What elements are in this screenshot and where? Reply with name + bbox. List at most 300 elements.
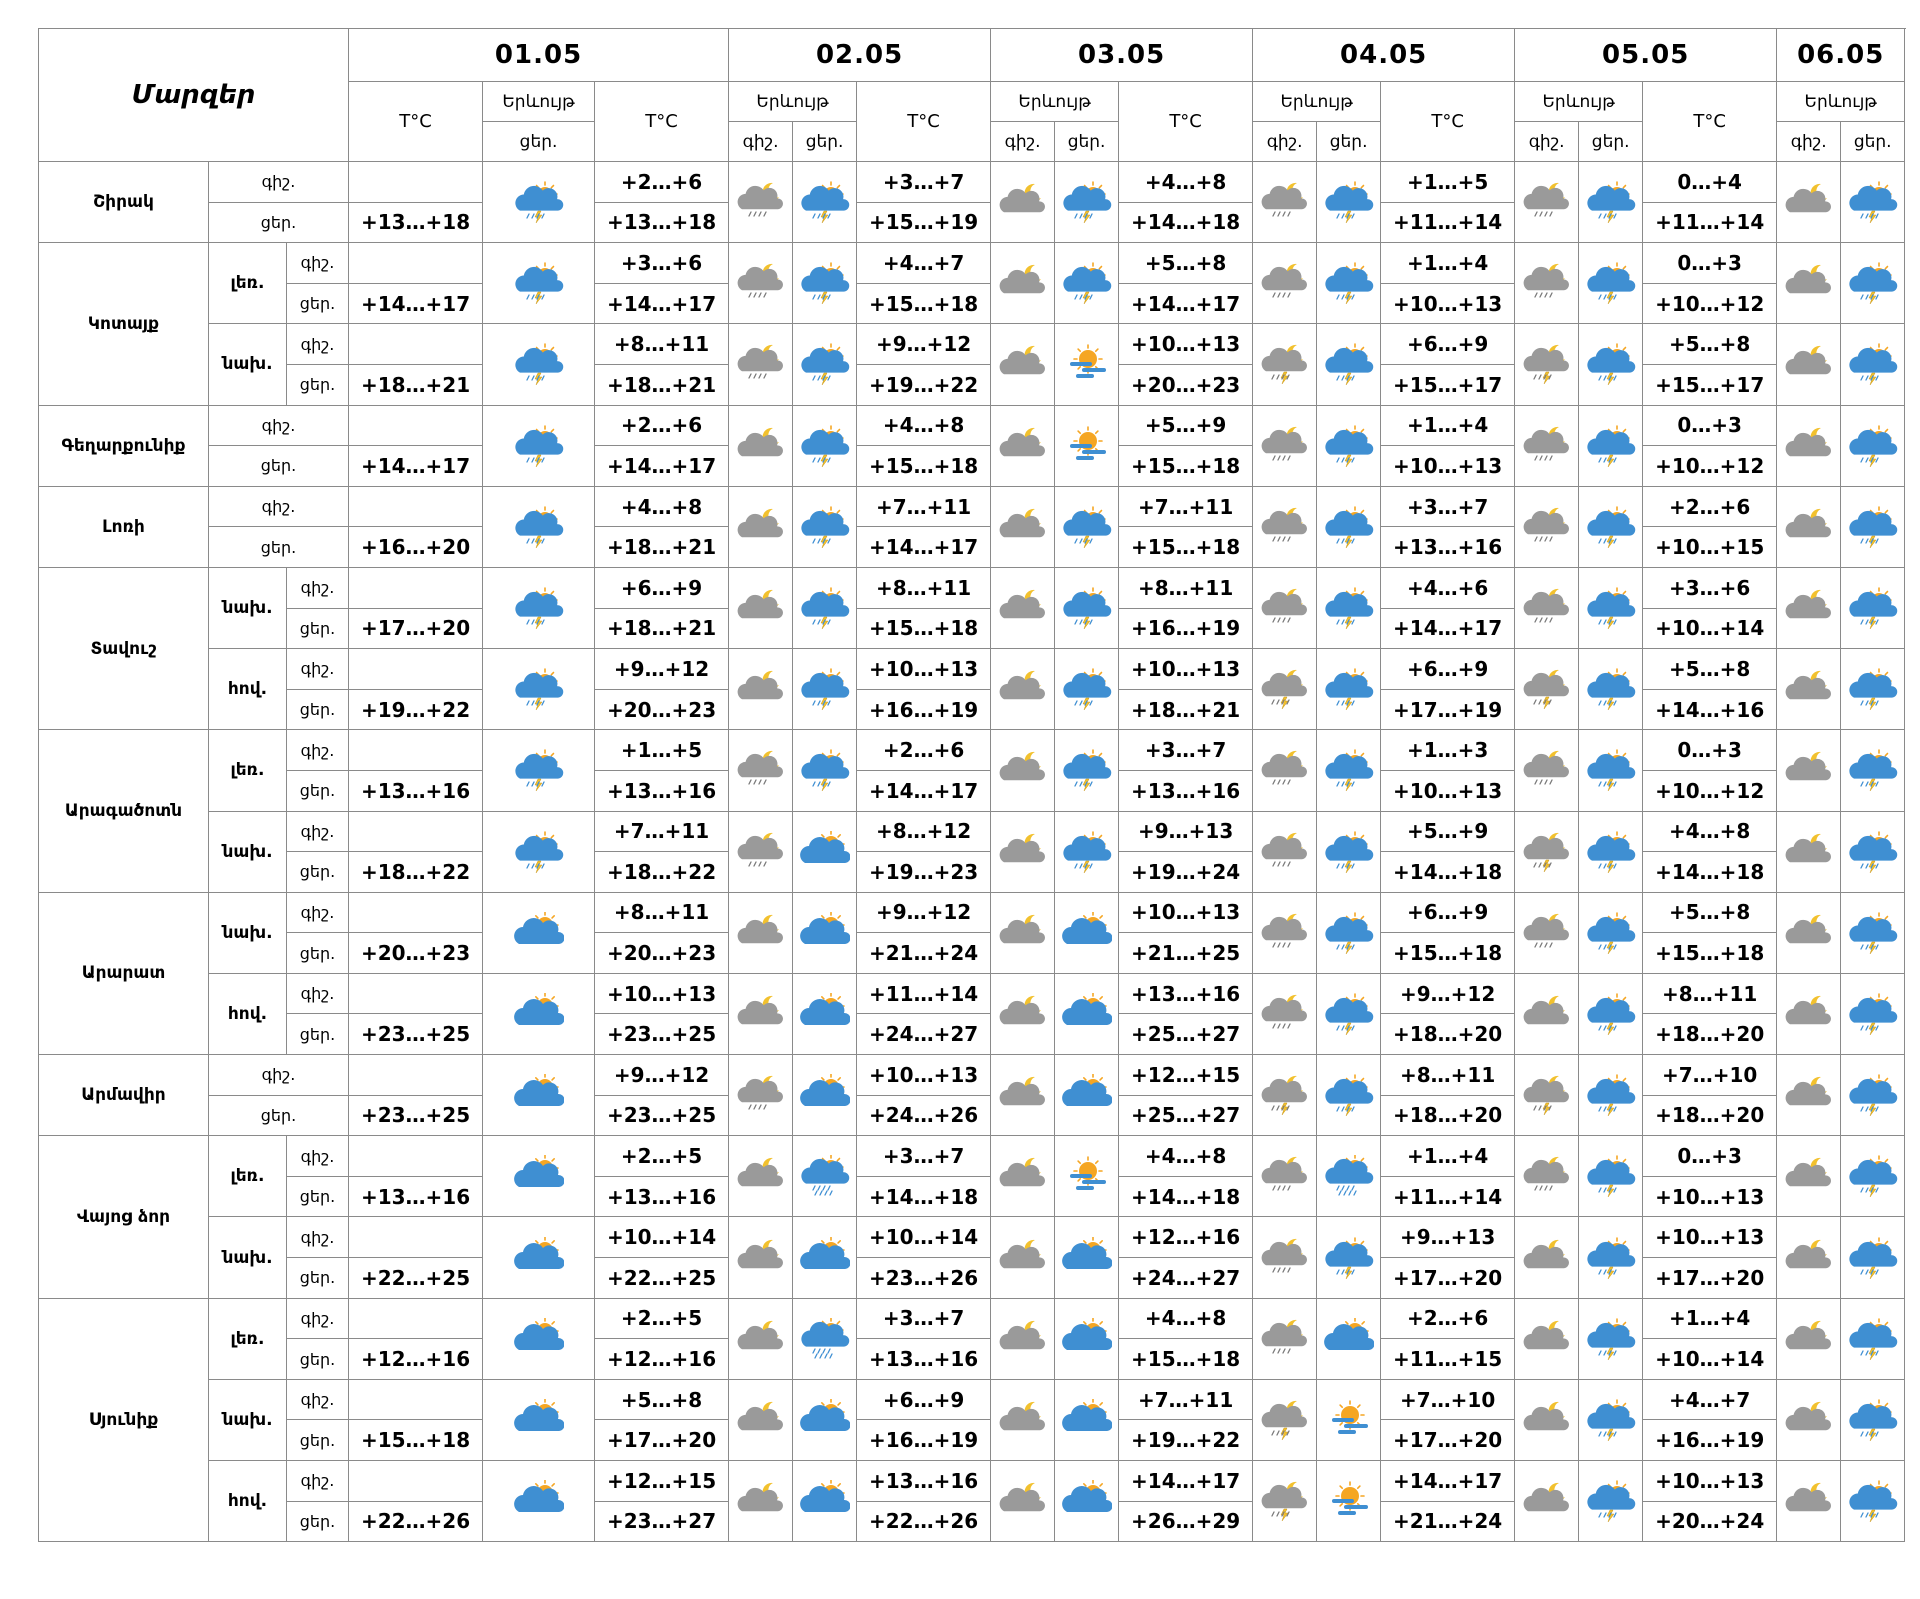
night-label: գիշ. (287, 1298, 349, 1339)
weather-sun-haze-icon (1317, 1461, 1381, 1542)
weather-cloud-sun-rain-icon (793, 1298, 857, 1379)
table-row (39, 892, 1905, 933)
weather-cloud-sun-thunder-icon (1841, 324, 1905, 405)
day-temp: +13…+16 (595, 770, 729, 811)
night-temp-empty (349, 649, 483, 690)
night-temp-empty (349, 1379, 483, 1420)
night-temp: +9…+13 (1381, 1217, 1515, 1258)
weather-cloud-moon-rain-icon (1515, 162, 1579, 243)
weather-cloud-moon-thunder-icon (1515, 649, 1579, 730)
night-temp: +3…+6 (595, 243, 729, 284)
day-temp: +14…+17 (595, 283, 729, 324)
weather-cloud-moon-rain-icon (1515, 567, 1579, 648)
night-temp: +2…+6 (1643, 486, 1777, 527)
night-header: գիշ. (1253, 122, 1317, 162)
weather-cloud-moon-icon (1777, 730, 1841, 811)
night-temp: +2…+5 (595, 1298, 729, 1339)
weather-cloud-sun-thunder-icon (1579, 486, 1643, 567)
table-row (39, 730, 1905, 771)
weather-cloud-sun-icon (1055, 973, 1119, 1054)
day-header: ցեր. (793, 122, 857, 162)
weather-cloud-moon-icon (1515, 1461, 1579, 1542)
weather-cloud-sun-thunder-icon (483, 811, 595, 892)
day-temp: +10…+13 (1643, 1176, 1777, 1217)
night-temp: +1…+4 (1381, 1136, 1515, 1177)
weather-cloud-moon-thunder-icon (1253, 324, 1317, 405)
day-temp: +17…+20 (1381, 1420, 1515, 1461)
night-temp: +7…+10 (1381, 1379, 1515, 1420)
weather-cloud-sun-icon (1055, 892, 1119, 973)
day-temp: +23…+25 (349, 1014, 483, 1055)
night-temp: +12…+15 (595, 1461, 729, 1502)
weather-cloud-moon-icon (729, 1461, 793, 1542)
night-label: գիշ. (209, 405, 349, 446)
night-temp-empty (349, 892, 483, 933)
day-temp: +11…+14 (1381, 1176, 1515, 1217)
night-temp-empty (349, 1136, 483, 1177)
day-temp: +16…+20 (349, 527, 483, 568)
night-temp: +1…+3 (1381, 730, 1515, 771)
weather-cloud-sun-thunder-icon (793, 649, 857, 730)
day-label: ցեր. (287, 1420, 349, 1461)
weather-cloud-moon-rain-icon (1253, 1217, 1317, 1298)
night-temp: +2…+6 (595, 162, 729, 203)
table-row (39, 973, 1905, 1014)
temp-header: T°C (349, 82, 483, 162)
day-temp: +24…+27 (857, 1014, 991, 1055)
weather-cloud-moon-rain-icon (1253, 811, 1317, 892)
weather-cloud-moon-icon (991, 973, 1055, 1054)
weather-cloud-moon-rain-icon (1253, 162, 1317, 243)
night-label: գիշ. (287, 1136, 349, 1177)
weather-cloud-moon-icon (1515, 1298, 1579, 1379)
weather-cloud-sun-thunder-icon (483, 649, 595, 730)
night-temp: +3…+6 (1643, 567, 1777, 608)
night-temp: +5…+8 (1119, 243, 1253, 284)
day-temp: +22…+26 (349, 1501, 483, 1542)
day-temp: +10…+14 (1643, 1339, 1777, 1380)
night-temp-empty (349, 1461, 483, 1502)
weather-cloud-sun-icon (1055, 1461, 1119, 1542)
table-row (39, 486, 1905, 527)
day-temp: +17…+20 (1381, 1258, 1515, 1299)
day-temp: +14…+17 (857, 770, 991, 811)
day-label: ցեր. (209, 202, 349, 243)
weather-cloud-moon-icon (991, 1379, 1055, 1460)
night-temp: +9…+12 (1381, 973, 1515, 1014)
night-temp: 0…+3 (1643, 1136, 1777, 1177)
region-name: Գեղարքունիք (39, 405, 209, 486)
day-temp: +21…+25 (1119, 933, 1253, 974)
zone-name: լեռ. (209, 243, 287, 324)
night-temp: +10…+13 (1643, 1217, 1777, 1258)
weather-cloud-sun-thunder-icon (1841, 243, 1905, 324)
table-row (39, 324, 1905, 365)
weather-cloud-sun-icon (793, 1461, 857, 1542)
night-temp: +2…+5 (595, 1136, 729, 1177)
night-temp: +3…+7 (1119, 730, 1253, 771)
weather-cloud-moon-rain-icon (1253, 567, 1317, 648)
region-name: Կոտայք (39, 243, 209, 405)
day-label: ցեր. (287, 933, 349, 974)
night-temp: +8…+11 (1119, 567, 1253, 608)
night-header: գիշ. (1515, 122, 1579, 162)
weather-cloud-moon-icon (991, 486, 1055, 567)
night-temp: +5…+9 (1381, 811, 1515, 852)
day-temp: +15…+18 (349, 1420, 483, 1461)
night-temp-empty (349, 973, 483, 1014)
night-temp: +10…+13 (1119, 892, 1253, 933)
weather-cloud-moon-thunder-icon (1253, 1379, 1317, 1460)
region-name: Արմավիր (39, 1055, 209, 1136)
day-temp: +21…+24 (1381, 1501, 1515, 1542)
temp-header: T°C (1643, 82, 1777, 162)
weather-cloud-sun-thunder-icon (1055, 567, 1119, 648)
weather-cloud-sun-rain-icon (793, 1136, 857, 1217)
day-temp: +23…+26 (857, 1258, 991, 1299)
weather-cloud-moon-icon (1777, 1055, 1841, 1136)
night-temp: +14…+17 (1381, 1461, 1515, 1502)
night-temp-empty (349, 324, 483, 365)
weather-sun-haze-icon (1055, 324, 1119, 405)
day-temp: +17…+20 (595, 1420, 729, 1461)
night-temp: +8…+11 (857, 567, 991, 608)
night-temp: +10…+13 (857, 1055, 991, 1096)
temp-header: T°C (1119, 82, 1253, 162)
weather-cloud-sun-thunder-icon (1317, 892, 1381, 973)
weather-cloud-sun-thunder-icon (1841, 405, 1905, 486)
night-header: գիշ. (729, 122, 793, 162)
day-temp: +15…+18 (1643, 933, 1777, 974)
weather-cloud-sun-icon (483, 1055, 595, 1136)
weather-cloud-sun-thunder-icon (1579, 1461, 1643, 1542)
day-header: ցեր. (1841, 122, 1905, 162)
weather-cloud-sun-icon (1055, 1217, 1119, 1298)
day-temp: +19…+22 (1119, 1420, 1253, 1461)
table-row (39, 405, 1905, 446)
phenomenon-header: Երևույթ (1777, 82, 1905, 122)
day-temp: +14…+16 (1643, 689, 1777, 730)
weather-cloud-moon-rain-icon (1253, 243, 1317, 324)
day-temp: +17…+19 (1381, 689, 1515, 730)
day-temp: +18…+21 (1119, 689, 1253, 730)
date-header: 03.05 (991, 29, 1253, 82)
weather-cloud-moon-icon (1777, 649, 1841, 730)
night-temp: +12…+16 (1119, 1217, 1253, 1258)
weather-cloud-sun-thunder-icon (1579, 1217, 1643, 1298)
weather-cloud-moon-thunder-icon (1515, 811, 1579, 892)
weather-cloud-sun-thunder-icon (1841, 892, 1905, 973)
day-temp: +18…+21 (595, 608, 729, 649)
weather-cloud-sun-thunder-icon (1579, 811, 1643, 892)
night-temp: +9…+12 (595, 1055, 729, 1096)
forecast-table (38, 28, 1905, 1542)
night-temp-empty (349, 162, 483, 203)
day-label: ցեր. (287, 1501, 349, 1542)
region-name: Լոռի (39, 486, 209, 567)
table-row (39, 1298, 1905, 1339)
weather-cloud-sun-thunder-icon (1841, 1055, 1905, 1136)
weather-cloud-sun-thunder-icon (1317, 811, 1381, 892)
night-temp: +10…+13 (1643, 1461, 1777, 1502)
weather-cloud-sun-icon (793, 973, 857, 1054)
day-temp: +20…+23 (595, 933, 729, 974)
night-temp-empty (349, 730, 483, 771)
weather-cloud-sun-thunder-icon (1841, 973, 1905, 1054)
day-temp: +25…+27 (1119, 1095, 1253, 1136)
day-temp: +10…+13 (1381, 283, 1515, 324)
table-row (39, 649, 1905, 690)
night-label: գիշ. (287, 1217, 349, 1258)
day-temp: +20…+23 (1119, 364, 1253, 405)
weather-cloud-sun-thunder-icon (1055, 811, 1119, 892)
weather-cloud-sun-thunder-icon (1579, 243, 1643, 324)
night-temp: +7…+11 (1119, 486, 1253, 527)
region-name: Շիրակ (39, 162, 209, 243)
phenomenon-header: Երևույթ (483, 82, 595, 122)
weather-cloud-sun-thunder-icon (793, 162, 857, 243)
zone-name: հով. (209, 1461, 287, 1542)
weather-cloud-sun-thunder-icon (483, 567, 595, 648)
day-temp: +18…+20 (1643, 1014, 1777, 1055)
day-temp: +25…+27 (1119, 1014, 1253, 1055)
weather-cloud-moon-icon (1777, 1379, 1841, 1460)
weather-cloud-moon-rain-icon (729, 324, 793, 405)
weather-cloud-sun-thunder-icon (483, 324, 595, 405)
weather-cloud-moon-icon (991, 811, 1055, 892)
weather-cloud-moon-icon (729, 973, 793, 1054)
day-temp: +15…+18 (1381, 933, 1515, 974)
day-temp: +15…+17 (1643, 364, 1777, 405)
date-header: 06.05 (1777, 29, 1905, 82)
night-temp-empty (349, 243, 483, 284)
night-temp: 0…+3 (1643, 405, 1777, 446)
zone-name: հով. (209, 649, 287, 730)
weather-sun-haze-icon (1317, 1379, 1381, 1460)
weather-cloud-moon-icon (991, 1217, 1055, 1298)
night-label: գիշ. (209, 486, 349, 527)
weather-cloud-sun-thunder-icon (1317, 567, 1381, 648)
weather-cloud-sun-thunder-icon (793, 486, 857, 567)
day-temp: +18…+22 (349, 852, 483, 893)
night-temp: +14…+17 (1119, 1461, 1253, 1502)
day-label: ցեր. (287, 1339, 349, 1380)
weather-cloud-moon-icon (1777, 1298, 1841, 1379)
weather-cloud-moon-icon (729, 1298, 793, 1379)
weather-cloud-sun-thunder-icon (1317, 405, 1381, 486)
table-row (39, 1217, 1905, 1258)
weather-cloud-moon-icon (1777, 162, 1841, 243)
day-temp: +18…+20 (1643, 1095, 1777, 1136)
weather-cloud-sun-icon (1055, 1055, 1119, 1136)
night-label: գիշ. (287, 649, 349, 690)
weather-cloud-moon-icon (729, 567, 793, 648)
night-temp: +9…+12 (857, 892, 991, 933)
night-temp: +3…+7 (857, 1298, 991, 1339)
weather-cloud-sun-thunder-icon (1579, 730, 1643, 811)
weather-cloud-sun-icon (483, 1298, 595, 1379)
weather-cloud-moon-icon (729, 405, 793, 486)
zone-name: նախ. (209, 892, 287, 973)
weather-cloud-sun-thunder-icon (1841, 1379, 1905, 1460)
night-temp: +9…+13 (1119, 811, 1253, 852)
weather-cloud-moon-rain-icon (1253, 486, 1317, 567)
day-label: ցեր. (287, 770, 349, 811)
night-temp: +9…+12 (595, 649, 729, 690)
day-temp: +13…+16 (349, 1176, 483, 1217)
weather-cloud-moon-icon (729, 892, 793, 973)
night-temp-empty (349, 567, 483, 608)
weather-cloud-moon-icon (991, 567, 1055, 648)
day-temp: +10…+14 (1643, 608, 1777, 649)
day-temp: +14…+17 (1119, 283, 1253, 324)
weather-cloud-sun-thunder-icon (1841, 486, 1905, 567)
weather-cloud-moon-icon (1777, 405, 1841, 486)
day-temp: +18…+20 (1381, 1014, 1515, 1055)
day-temp: +14…+17 (349, 283, 483, 324)
weather-cloud-sun-thunder-icon (1317, 973, 1381, 1054)
weather-cloud-sun-thunder-icon (1579, 1136, 1643, 1217)
day-temp: +23…+25 (595, 1095, 729, 1136)
day-label: ցեր. (287, 608, 349, 649)
weather-cloud-moon-icon (1515, 973, 1579, 1054)
night-label: գիշ. (209, 1055, 349, 1096)
day-label: ցեր. (287, 689, 349, 730)
weather-cloud-sun-thunder-icon (1841, 649, 1905, 730)
weather-cloud-moon-icon (991, 243, 1055, 324)
weather-cloud-sun-icon (1055, 1298, 1119, 1379)
weather-cloud-moon-thunder-icon (1253, 1055, 1317, 1136)
date-header: 05.05 (1515, 29, 1777, 82)
weather-cloud-sun-icon (483, 892, 595, 973)
weather-cloud-moon-icon (1777, 1461, 1841, 1542)
weather-cloud-sun-thunder-icon (793, 567, 857, 648)
weather-cloud-sun-icon (483, 973, 595, 1054)
night-temp-empty (349, 811, 483, 852)
weather-cloud-moon-icon (991, 1136, 1055, 1217)
night-temp: +2…+6 (1381, 1298, 1515, 1339)
zone-name: հով. (209, 973, 287, 1054)
weather-cloud-moon-rain-icon (729, 1055, 793, 1136)
night-temp: +4…+8 (1119, 162, 1253, 203)
night-temp: +1…+4 (1643, 1298, 1777, 1339)
phenomenon-header: Երևույթ (729, 82, 857, 122)
day-temp: +15…+19 (857, 202, 991, 243)
weather-cloud-moon-icon (991, 730, 1055, 811)
night-temp: +6…+9 (1381, 324, 1515, 365)
weather-cloud-sun-thunder-icon (793, 324, 857, 405)
weather-cloud-sun-thunder-icon (1579, 1055, 1643, 1136)
weather-cloud-moon-rain-icon (1515, 243, 1579, 324)
weather-cloud-moon-icon (991, 162, 1055, 243)
region-name: Վայոց ձոր (39, 1136, 209, 1298)
night-header: գիշ. (991, 122, 1055, 162)
weather-cloud-sun-thunder-icon (1579, 649, 1643, 730)
night-temp: +4…+6 (1381, 567, 1515, 608)
day-temp: +22…+25 (595, 1258, 729, 1299)
zone-name: լեռ. (209, 730, 287, 811)
weather-cloud-sun-icon (1317, 1298, 1381, 1379)
weather-cloud-sun-thunder-icon (1055, 243, 1119, 324)
weather-cloud-moon-icon (1777, 1217, 1841, 1298)
day-temp: +13…+18 (595, 202, 729, 243)
night-label: գիշ. (287, 243, 349, 284)
day-temp: +22…+26 (857, 1501, 991, 1542)
weather-cloud-moon-thunder-icon (1253, 1461, 1317, 1542)
day-temp: +18…+22 (595, 852, 729, 893)
table-row (39, 1055, 1905, 1096)
weather-cloud-sun-thunder-icon (1055, 649, 1119, 730)
night-temp: +1…+4 (1381, 243, 1515, 284)
weather-cloud-sun-thunder-icon (1841, 1136, 1905, 1217)
weather-cloud-moon-rain-icon (1253, 892, 1317, 973)
day-temp: +26…+29 (1119, 1501, 1253, 1542)
weather-cloud-sun-icon (793, 1379, 857, 1460)
day-header: ցեր. (1579, 122, 1643, 162)
night-temp-empty (349, 1298, 483, 1339)
night-label: գիշ. (287, 892, 349, 933)
night-temp-empty (349, 405, 483, 446)
night-temp: +10…+14 (857, 1217, 991, 1258)
weather-cloud-moon-icon (729, 1136, 793, 1217)
day-temp: +17…+20 (1643, 1258, 1777, 1299)
weather-cloud-moon-icon (991, 405, 1055, 486)
regions-header: Մարզեր (39, 29, 349, 162)
weather-cloud-sun-thunder-icon (1055, 486, 1119, 567)
night-temp: +10…+13 (857, 649, 991, 690)
day-temp: +19…+22 (349, 689, 483, 730)
day-temp: +11…+15 (1381, 1339, 1515, 1380)
night-label: գիշ. (287, 730, 349, 771)
day-label: ցեր. (287, 1014, 349, 1055)
night-temp: +6…+9 (857, 1379, 991, 1420)
night-temp: +7…+11 (595, 811, 729, 852)
night-temp: +8…+11 (595, 324, 729, 365)
weather-cloud-moon-icon (729, 486, 793, 567)
night-temp: +8…+11 (1381, 1055, 1515, 1096)
weather-cloud-moon-icon (991, 1461, 1055, 1542)
night-temp: +2…+6 (857, 730, 991, 771)
weather-cloud-moon-icon (729, 1379, 793, 1460)
day-temp: +20…+23 (349, 933, 483, 974)
night-temp: +4…+8 (1643, 811, 1777, 852)
night-temp: +10…+14 (595, 1217, 729, 1258)
day-temp: +13…+16 (1119, 770, 1253, 811)
night-temp: +7…+11 (1119, 1379, 1253, 1420)
night-label: գիշ. (287, 1379, 349, 1420)
weather-cloud-sun-thunder-icon (1579, 1379, 1643, 1460)
night-temp: +3…+7 (857, 1136, 991, 1177)
weather-cloud-moon-rain-icon (1253, 730, 1317, 811)
weather-cloud-sun-thunder-icon (1579, 892, 1643, 973)
region-name: Տավուշ (39, 567, 209, 729)
day-temp: +24…+27 (1119, 1258, 1253, 1299)
day-temp: +15…+18 (1119, 527, 1253, 568)
weather-cloud-sun-thunder-icon (1317, 486, 1381, 567)
weather-cloud-sun-thunder-icon (1317, 162, 1381, 243)
night-temp: +7…+10 (1643, 1055, 1777, 1096)
day-temp: +13…+16 (1381, 527, 1515, 568)
temp-header: T°C (1381, 82, 1515, 162)
night-temp: +5…+8 (1643, 649, 1777, 690)
weather-cloud-moon-icon (1777, 567, 1841, 648)
weather-cloud-sun-rain-icon (1317, 1136, 1381, 1217)
table-row (39, 162, 1905, 203)
weather-cloud-sun-thunder-icon (1579, 567, 1643, 648)
region-name: Արարատ (39, 892, 209, 1054)
night-label: գիշ. (287, 1461, 349, 1502)
day-label: ցեր. (209, 446, 349, 487)
